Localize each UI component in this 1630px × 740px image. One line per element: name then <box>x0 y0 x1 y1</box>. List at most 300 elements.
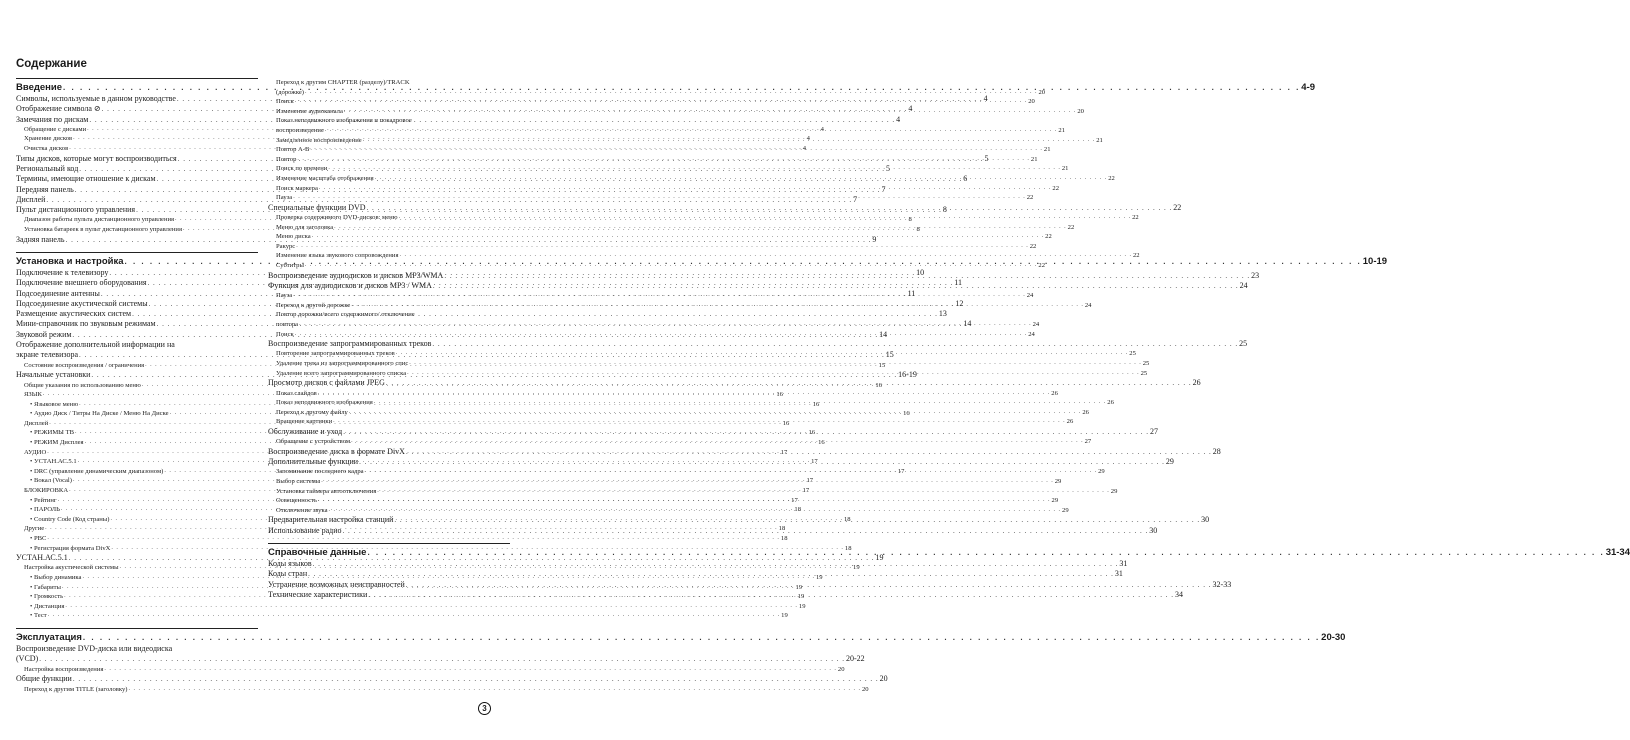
toc-entry-title: Введение <box>16 82 63 93</box>
toc-entry-title: • РЕЖИМЫ ТВ <box>30 429 75 437</box>
toc-dot-leader <box>377 487 1110 497</box>
toc-entry-title: Диапазон работы пульта дистанционного управления <box>24 216 175 224</box>
toc-entry-page: 28 <box>1212 446 1221 456</box>
toc-entry-page: 16 <box>782 419 790 427</box>
toc-entry-page: 10-19 <box>1362 255 1388 267</box>
toc-entry-page: 18 <box>844 544 852 552</box>
toc-entry-page: 26 <box>1066 418 1074 426</box>
toc-entry-page: 16 <box>812 400 820 408</box>
toc-entry-title: Коды стран <box>268 569 308 579</box>
toc-entry-title: Пауза <box>276 194 293 202</box>
toc-entry-title: Запоминание последнего кадра <box>276 468 364 476</box>
toc-entry-title: экране телевизора <box>16 350 79 360</box>
toc-entry-page: 15 <box>885 350 894 360</box>
toc-dot-leader <box>293 193 1026 203</box>
toc-entry-title: повтора <box>276 320 299 328</box>
toc-entry-page: 25 <box>1239 339 1248 349</box>
toc-entry-title: Звуковой режим <box>16 329 72 339</box>
toc-entry-title: Субтитры <box>276 261 304 269</box>
toc-entry-title: Другие <box>24 525 45 533</box>
toc-entry-page: 24 <box>1032 320 1040 328</box>
toc-entry-page: 18 <box>794 506 802 514</box>
toc-entry-title: Задняя панель <box>16 234 65 244</box>
toc-entry-page: 34 <box>1174 589 1183 599</box>
toc-entry-title: Поиск <box>276 98 294 106</box>
toc-entry-page: 4-9 <box>1301 82 1316 93</box>
toc-entry-title: Изменение языка звукового сопровождения <box>276 252 399 260</box>
toc-entry-title: Воспроизведение запрограммированных треков <box>268 339 432 349</box>
toc-entry-page: 19 <box>875 553 884 563</box>
toc-dot-leader <box>374 398 1107 408</box>
toc-entry-page: 31-34 <box>1605 546 1630 558</box>
toc-entry <box>268 116 510 126</box>
toc-entry-title: Мини-справочник по звуковым режимам <box>16 319 156 329</box>
toc-entry <box>268 184 1059 194</box>
toc-entry-page: 11 <box>907 288 916 298</box>
toc-entry-title: Дисплей <box>24 419 49 427</box>
toc-entry-title: Термины, имеющие отношение к дискам <box>16 174 156 184</box>
toc-entry-title: • DRC (управление динамическим диапазоном) <box>30 467 164 475</box>
toc-dot-leader <box>334 223 1067 233</box>
toc-entry-page: 22 <box>1029 242 1037 250</box>
toc-entry <box>268 251 1140 261</box>
toc-entry-title: Пауза <box>276 292 293 300</box>
toc-entry-title: Проверка содержимого DVD-дисков: меню <box>276 214 398 222</box>
toc-entry-title: Переход к другой дорожке <box>276 301 351 309</box>
toc-entry-title: Показ слайдов <box>276 389 317 397</box>
toc-entry-page: 13 <box>938 309 947 319</box>
toc-entry-page: 8 <box>908 216 912 224</box>
toc-entry-page: 18 <box>778 525 786 533</box>
toc-entry-title: Начальные установки <box>16 370 91 380</box>
toc-entry-page: 30 <box>1201 515 1210 525</box>
toc-entry-page: 32-33 <box>1212 579 1232 589</box>
toc-entry-page: 7 <box>853 194 858 204</box>
toc-dot-leader <box>297 155 1030 165</box>
toc-entry-title: Отображение дополнительной информации на <box>16 340 175 350</box>
page-title: Содержание <box>16 58 87 70</box>
toc-entry <box>268 261 1045 271</box>
toc-entry-title: Настройка акустической системы <box>24 564 119 572</box>
toc-entry-title: Отключение звука <box>276 506 328 514</box>
toc-dot-leader <box>343 526 1149 536</box>
toc-entry-title: • РЕЖИМ Дисплея <box>30 439 84 447</box>
toc-dot-leader <box>386 378 1192 388</box>
toc-entry-page: 4 <box>820 125 824 133</box>
toc-entry-title: Обращение с устройством <box>276 438 351 446</box>
toc-entry-title: Обслуживание и уход <box>268 426 343 436</box>
toc-entry-page: 19 <box>798 602 806 610</box>
toc-entry-title: Поиск <box>276 330 294 338</box>
toc-dot-leader <box>432 339 1238 349</box>
toc-entry-title: Просмотр дисков с файлами JPEG <box>268 378 385 388</box>
toc-entry-title: • Рейтинг <box>30 496 57 504</box>
toc-dot-leader <box>299 320 1032 330</box>
toc-entry-title: Повтор <box>276 155 297 163</box>
toc-dot-leader <box>318 496 1051 506</box>
toc-entry-page: 20 <box>1038 88 1046 96</box>
toc-dot-leader <box>368 590 1174 600</box>
toc-entry-title: Установка батареек в пульт дистанционного управления <box>24 226 182 234</box>
toc-dot-leader <box>396 349 1129 359</box>
page-number-badge: 3 <box>478 702 491 715</box>
toc-entry-page: 16 <box>776 391 783 399</box>
toc-entry-page: 24 <box>1239 280 1248 290</box>
toc-entry <box>16 602 806 612</box>
toc-entry-title: Размещение акустических систем <box>16 309 132 319</box>
toc-dot-leader <box>321 477 1054 487</box>
toc-entry-page: 21 <box>1058 126 1065 134</box>
toc-entry-page: 4 <box>908 104 913 114</box>
toc-entry-title: Пульт дистанционного управления <box>16 205 136 215</box>
toc-entry-title: Региональный код <box>16 163 79 173</box>
toc-entry-page: 26 <box>1051 389 1058 397</box>
toc-dot-leader <box>318 389 1051 399</box>
toc-entry-title: • УСТАН.АС.5.1 <box>30 458 77 466</box>
toc-entry-page: 21 <box>1061 165 1069 173</box>
toc-entry-title: • Регистрация формата DivX <box>30 544 111 552</box>
toc-entry-title: Установка таймера автоотключения <box>276 487 377 495</box>
toc-entry-page: 12 <box>955 298 964 308</box>
toc-entry-page: 14 <box>963 319 972 329</box>
toc-dot-leader <box>406 580 1212 590</box>
toc-entry-title: Меню для заголовка <box>276 223 334 231</box>
toc-entry-title: Справочные данные <box>268 546 367 558</box>
toc-entry-page: 19 <box>853 564 860 572</box>
toc-dot-leader <box>367 546 1604 559</box>
toc-dot-leader <box>433 281 1239 291</box>
toc-entry-title: • Языковое меню <box>30 400 79 408</box>
toc-dot-leader <box>333 417 1066 427</box>
toc-entry-page: 29 <box>1165 457 1174 467</box>
toc-entry-title: Предварительная настройка станций <box>268 515 394 525</box>
toc-entry <box>16 644 258 654</box>
toc-entry-title: Настройка воспроизведения <box>24 665 104 673</box>
toc-entry <box>268 223 1075 233</box>
toc-entry <box>268 155 1038 165</box>
toc-dot-leader <box>351 437 1084 447</box>
toc-entry-page: 17 <box>802 487 810 495</box>
toc-entry-title: Специальные функции DVD <box>268 202 366 212</box>
toc-entry-title: Повтор A-B <box>276 146 310 154</box>
toc-dot-leader <box>407 369 1140 379</box>
toc-entry-title: • PBC <box>30 535 47 542</box>
toc-entry <box>16 340 258 350</box>
toc-entry <box>268 339 1248 349</box>
toc-entry-page: 22 <box>1026 194 1034 202</box>
toc-entry-title: Воспроизведение DVD-диска или видеодиска <box>16 644 173 654</box>
toc-entry-page: 20 <box>1077 107 1084 115</box>
toc-entry-page: 29 <box>1062 506 1069 514</box>
toc-entry-page: 23 <box>1251 270 1260 280</box>
toc-entry-title: Состояние воспроизведения / ограничения <box>24 361 145 369</box>
toc-entry-page: 27 <box>1084 438 1092 446</box>
toc-entry-title: Использование радио <box>268 525 342 535</box>
toc-entry-title: Эксплуатация <box>16 632 82 644</box>
toc-entry-page: 30 <box>1149 525 1158 535</box>
toc-entry-title: Выбор системы <box>276 477 321 485</box>
toc-dot-leader <box>394 515 1200 525</box>
toc-dot-leader <box>349 408 1082 418</box>
toc-entry-title: Хранение дисков <box>24 135 73 143</box>
toc-dot-leader <box>319 184 1052 194</box>
toc-entry-page: 19 <box>795 583 803 591</box>
toc-entry-title: (VCD) <box>16 654 39 664</box>
toc-entry <box>16 685 869 695</box>
toc-entry <box>268 232 1052 242</box>
toc-entry-title: • Вокал (Vocal) <box>30 477 72 485</box>
toc-dot-leader <box>295 97 1028 107</box>
toc-entry-title: • Габариты <box>30 583 61 591</box>
toc-entry-title: воспроизведение <box>276 126 324 134</box>
toc-entry-title: • Громкость <box>30 593 64 601</box>
toc-entry-title: БЛОКИРОВКА <box>24 487 69 495</box>
toc-entry-title: Символы, используемые в данном руководстве <box>16 94 176 103</box>
toc-dot-leader <box>344 107 1077 117</box>
toc-entry-page: 29 <box>1051 497 1059 505</box>
toc-entry-page: 22 <box>1067 223 1075 231</box>
toc-dot-leader <box>128 685 861 695</box>
toc-entry-page: 19 <box>815 574 823 582</box>
toc-entry-page: 7 <box>881 184 886 194</box>
toc-dot-leader <box>312 232 1045 242</box>
toc-dot-leader <box>308 569 1114 579</box>
toc-entry-title: Показ неподвижного изображения и покадровое <box>276 117 412 125</box>
toc-entry-page: 22 <box>1132 214 1139 222</box>
toc-entry-page: 9 <box>872 234 877 244</box>
toc-entry-page: 31 <box>1114 569 1123 579</box>
toc-entry <box>268 145 1051 155</box>
toc-entry-title: Подсоединение антенны <box>16 288 100 298</box>
toc-entry-title: Воспроизведение аудиодисков и дисков MP3/WMA <box>268 270 444 280</box>
toc-entry-page: 29 <box>1098 468 1105 476</box>
toc-entry-page: 17 <box>791 496 798 504</box>
toc-dot-leader <box>343 427 1149 437</box>
toc-entry-title: Воспроизведение диска в формате DivX <box>268 446 405 456</box>
toc-dot-leader <box>73 674 879 684</box>
toc-dot-leader <box>363 136 1096 146</box>
toc-entry-page: 20 <box>837 665 845 673</box>
toc-entry-page: 16-19 <box>898 370 917 380</box>
toc-entry-page: 31 <box>1119 558 1128 568</box>
toc-entry-title: Подключение к телевизору <box>16 267 109 277</box>
toc-entry-page: 4 <box>806 135 810 143</box>
toc-dot-leader <box>329 506 1062 516</box>
toc-entry-page: 25 <box>1129 350 1136 358</box>
toc-entry-page: 18 <box>843 515 851 523</box>
toc-entry-page: 22 <box>1108 174 1115 182</box>
toc-entry-title: (дорожке) <box>276 88 304 96</box>
toc-entry-title: Удаление всего запрограммированного списка <box>276 369 407 377</box>
toc-entry-title: Повторение запрограммированных треков <box>276 350 395 358</box>
toc-entry-title: ЯЗЫК <box>24 391 42 399</box>
toc-entry-title: • ПАРОЛЬ <box>30 506 60 514</box>
toc-entry-page: 17 <box>897 467 905 475</box>
toc-section-heading <box>16 628 1346 644</box>
toc-entry-title: Поиск по времени <box>276 165 328 173</box>
toc-entry-page: 4 <box>802 145 806 153</box>
toc-entry-page: 8 <box>916 226 920 234</box>
toc-entry <box>268 164 1069 174</box>
toc-entry-title: Обращение с дисками <box>24 125 87 133</box>
toc-entry-title: Подключение внешнего оборудования <box>16 278 147 288</box>
toc-entry <box>16 611 788 621</box>
toc-entry-page: 10 <box>916 267 925 277</box>
toc-entry-page: 27 <box>1150 426 1158 436</box>
toc-entry-page: 22 <box>1038 261 1045 269</box>
toc-entry <box>16 674 888 684</box>
toc-entry-page: 22 <box>1052 184 1059 192</box>
toc-dot-leader <box>400 251 1133 261</box>
toc-entry <box>268 97 1035 107</box>
toc-entry-page: 17 <box>811 458 818 466</box>
toc-entry-page: 21 <box>1096 136 1103 144</box>
toc-entry-page: 6 <box>963 174 968 184</box>
toc-entry <box>268 88 1046 98</box>
toc-entry-page: 21 <box>1043 146 1051 154</box>
toc-dot-leader <box>295 330 1028 340</box>
toc-entry-title: Дисплей <box>16 194 46 204</box>
toc-entry-page: 16 <box>875 381 882 389</box>
toc-entry-page: 4 <box>896 114 901 124</box>
toc-entry <box>268 174 1115 184</box>
toc-entry-title: Дополнительные функции <box>268 457 359 467</box>
toc-entry-title: Технические характеристики <box>268 589 368 599</box>
toc-entry-page: 15 <box>878 361 886 369</box>
toc-entry-page: 29 <box>1110 487 1118 495</box>
toc-entry-title: Изменение аудиоканала <box>276 107 343 115</box>
toc-dot-leader <box>365 467 1098 477</box>
toc-entry-title: • Country Code (Код страны) <box>30 515 110 523</box>
toc-entry-title: Коды языков <box>268 558 312 568</box>
toc-dot-leader <box>444 271 1250 281</box>
toc-entry <box>268 202 1182 213</box>
toc-entry-title: Очистка дисков <box>24 145 69 153</box>
toc-entry-title: Освещенность <box>276 497 318 505</box>
toc-dot-leader <box>313 559 1119 569</box>
toc-entry-page: 14 <box>879 329 888 339</box>
toc-dot-leader <box>375 174 1108 184</box>
toc-entry-title: АУДИО <box>24 448 47 456</box>
toc-entry-title: Меню диска <box>276 233 311 241</box>
toc-entry <box>16 654 865 664</box>
toc-dot-leader <box>409 359 1142 369</box>
toc-entry-title: Отображение символа ⊘ <box>16 104 101 114</box>
toc-entry-page: 26 <box>1082 408 1089 416</box>
toc-entry <box>268 126 1065 136</box>
toc-entry-title: Изменение масштаба отображения <box>276 174 374 182</box>
toc-entry-title: Функция для аудиодисков и дисков MP3 / WMA <box>268 280 432 290</box>
toc-entry <box>268 242 1037 252</box>
toc-entry-title: Типы дисков, которые могут воспроизводиться <box>16 153 177 163</box>
toc-entry-title: Установка и настройка <box>16 255 124 267</box>
toc-entry <box>268 310 510 320</box>
toc-dot-leader <box>39 654 845 664</box>
toc-entry-title: Ракурс <box>276 242 296 250</box>
toc-entry-page: 24 <box>1026 292 1034 300</box>
toc-entry-page: 17 <box>780 448 788 456</box>
toc-entry-page: 20 <box>1028 98 1035 106</box>
toc-entry-page: 29 <box>1054 477 1062 485</box>
toc-entry-page: 26 <box>1107 399 1114 407</box>
toc-entry-title: Переход к другому файлу <box>276 408 348 416</box>
toc-entry <box>268 78 510 88</box>
toc-entry-page: 5 <box>886 163 891 173</box>
toc-dot-leader <box>351 298 1084 311</box>
toc-entry <box>268 193 1034 203</box>
toc-entry-page: 20-30 <box>1321 632 1346 644</box>
toc-entry-page: 17 <box>806 477 814 485</box>
toc-entry <box>268 136 1103 146</box>
toc-entry-page: 18 <box>780 535 788 542</box>
toc-dot-leader <box>83 631 1320 644</box>
toc-entry-title: Удаление трека из запрограммированного спис <box>276 360 409 368</box>
toc-dot-leader <box>305 88 1038 98</box>
toc-entry-title: Общие указания по использованию меню <box>24 381 141 389</box>
toc-entry-page: 11 <box>954 278 962 288</box>
toc-entry <box>268 213 1139 223</box>
toc-entry-page: 19 <box>781 612 788 620</box>
toc-dot-leader <box>104 665 837 675</box>
toc-dot-leader <box>399 213 1132 223</box>
toc-entry-title: • Выбор динамика <box>30 574 82 582</box>
toc-entry-page: 16 <box>903 410 910 418</box>
toc-entry-title: Подсоединение акустической системы <box>16 298 148 308</box>
toc-entry-title: Показ неподвижного изображения <box>276 399 373 407</box>
toc-entry-page: 25 <box>1142 360 1150 368</box>
toc-dot-leader <box>310 145 1043 155</box>
toc-entry-title: • Аудио Диск / Титры На Диске / Меню На Диске <box>30 410 169 418</box>
toc-entry-page: 24 <box>1084 301 1092 309</box>
toc-entry-title: Поиск маркера <box>276 184 318 192</box>
toc-dot-leader <box>406 447 1212 457</box>
toc-entry-title: Вращение картинки <box>276 418 333 426</box>
toc-entry-page: 21 <box>1030 155 1038 163</box>
toc-entry-page: 26 <box>1192 378 1201 388</box>
toc-entry-page: 24 <box>1028 330 1035 338</box>
toc-entry <box>268 107 1084 117</box>
toc-entry-title: Общие функции <box>16 674 72 684</box>
toc-dot-leader <box>328 164 1061 174</box>
toc-entry-page: 19 <box>797 593 805 601</box>
toc-dot-leader <box>359 457 1165 467</box>
toc-entry <box>16 534 788 544</box>
toc-entry-page: 16 <box>808 429 816 437</box>
toc-entry-title: Переход к другим CHAPTER (разделу)/TRACK <box>276 79 410 86</box>
toc-entry-title: Переход к другим TITLE (заголовку) <box>24 685 128 693</box>
toc-entry-title: Замечания по дискам <box>16 114 89 124</box>
toc-entry-page: 20 <box>879 674 888 684</box>
toc-entry <box>16 665 845 675</box>
toc-entry-title: Передняя панель <box>16 184 74 194</box>
toc-dot-leader <box>305 261 1038 271</box>
toc-dot-leader <box>48 611 781 621</box>
toc-entry-title: УСТАН.АС.5.1 <box>16 553 68 563</box>
toc-entry-title: Повтор дорожки/всего содержимого/ отключение <box>276 311 415 319</box>
toc-entry-page: 16 <box>818 439 825 447</box>
toc-entry-title: • Дистанция <box>30 602 65 610</box>
toc-entry-title: • Тест <box>30 612 47 620</box>
toc-dot-leader <box>325 126 1058 136</box>
toc-entry-page: 22 <box>1045 233 1052 241</box>
toc-entry-page: 5 <box>984 153 989 163</box>
toc-entry-page: 20 <box>861 685 869 693</box>
toc-entry-page: 22 <box>1173 202 1182 212</box>
toc-entry-page: 20-22 <box>845 654 865 664</box>
toc-entry-page: 25 <box>1140 369 1148 377</box>
toc-entry-page: 22 <box>1133 252 1140 260</box>
toc-entry-page: 4 <box>983 94 988 103</box>
